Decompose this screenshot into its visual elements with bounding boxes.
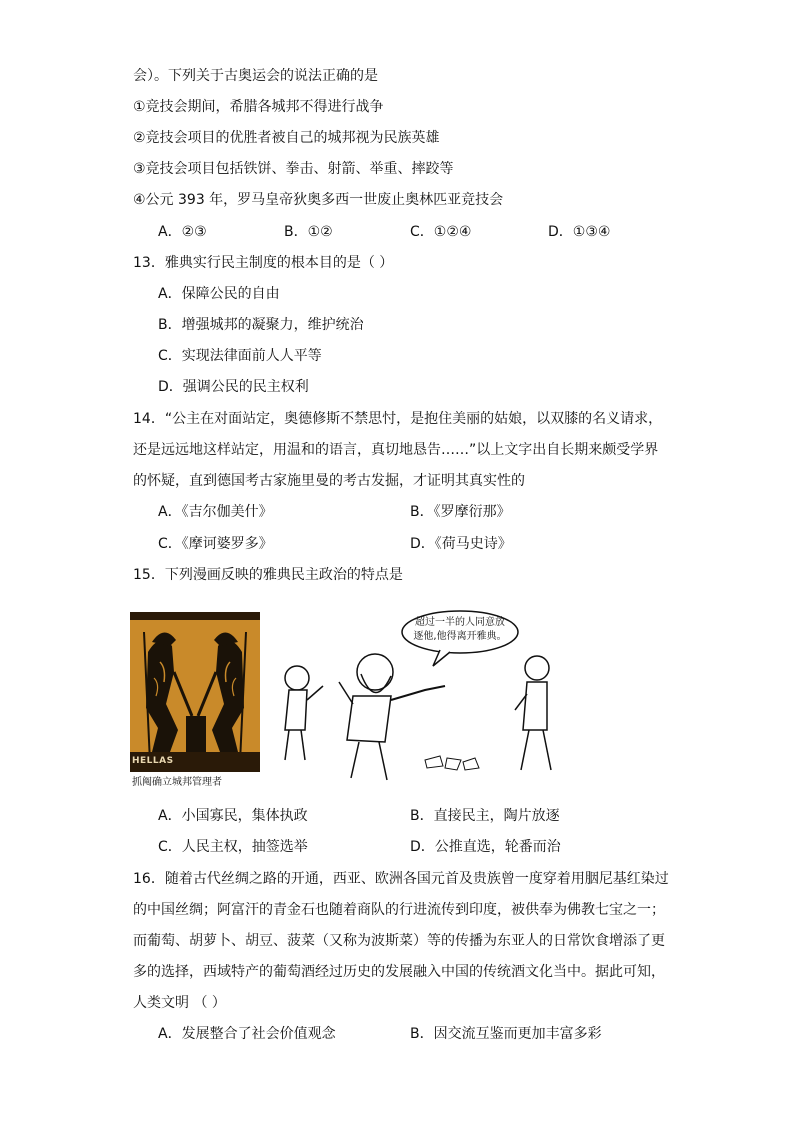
q14-stem-line-1: 14．“公主在对面站定，奥德修斯不禁思忖，是抱住美丽的姑娘，以双膝的名义请求，	[133, 411, 663, 427]
q12-statement-2: ②竞技会项目的优胜者被自己的城邦视为民族英雄	[133, 130, 440, 146]
q14-stem-line-2: 还是远远地这样站定，用温和的语言，真切地恳告……”以上文字出自长期来颇受学界	[133, 442, 659, 458]
q14-option-d[interactable]: D．《荷马史诗》	[410, 536, 512, 552]
speech-bubble-line-1: 超过一半的人同意放	[415, 617, 505, 628]
q12-statement-3: ③竞技会项目包括铁饼、拳击、射箭、举重、摔跤等	[133, 161, 454, 177]
q12-statement-1: ①竞技会期间，希腊各城邦不得进行战争	[133, 99, 384, 115]
q15-figure	[130, 610, 570, 795]
q16-stem-line-5: 人类文明 （ ）	[133, 995, 226, 1011]
q15-option-a[interactable]: A．小国寡民，集体执政	[158, 808, 308, 824]
q14-option-a[interactable]: A．《吉尔伽美什》	[158, 504, 273, 520]
q12-option-d[interactable]: D．①③④	[548, 224, 611, 240]
q12-option-c[interactable]: C．①②④	[410, 224, 472, 240]
q14-stem-line-3: 的怀疑，直到德国考古家施里曼的考古发掘，才证明其真实性的	[133, 473, 525, 489]
speech-bubble-line-2: 逐他,他得离开雅典。	[413, 631, 507, 642]
q13-option-d[interactable]: D．强调公民的民主权利	[158, 379, 309, 395]
q13-stem: 13．雅典实行民主制度的根本目的是（ ）	[133, 255, 394, 271]
vase-label: HELLAS	[132, 756, 174, 766]
q16-stem-line-2: 的中国丝绸；阿富汗的青金石也随着商队的行进流传到印度，被供奉为佛教七宝之一；	[133, 902, 665, 918]
q12-stem-tail: 会）。下列关于古奥运会的说法正确的是	[133, 68, 378, 84]
vase-caption: 抓阄确立城邦管理者	[132, 777, 222, 788]
q16-option-a[interactable]: A．发展整合了社会价值观念	[158, 1026, 336, 1042]
q15-option-d[interactable]: D．公推直选，轮番而治	[410, 839, 561, 855]
ostracism-cartoon	[275, 610, 570, 795]
q12-option-a[interactable]: A．②③	[158, 224, 207, 240]
q14-option-c[interactable]: C．《摩诃婆罗多》	[158, 536, 273, 552]
q14-option-b[interactable]: B．《罗摩衍那》	[410, 504, 511, 520]
q16-stem-line-4: 多的选择，西域特产的葡萄酒经过历史的发展融入中国的传统酒文化当中。据此可知，	[133, 964, 665, 980]
q16-stem-line-1: 16．随着古代丝绸之路的开通，西亚、欧洲各国元首及贵族曾一度穿着用胭尼基红染过	[133, 871, 669, 887]
q16-option-b[interactable]: B．因交流互鉴而更加丰富多彩	[410, 1026, 602, 1042]
q12-option-b[interactable]: B．①②	[284, 224, 333, 240]
q15-option-b[interactable]: B．直接民主，陶片放逐	[410, 808, 560, 824]
q15-option-c[interactable]: C．人民主权，抽签选举	[158, 839, 308, 855]
q13-option-a[interactable]: A．保障公民的自由	[158, 286, 280, 302]
q15-stem: 15．下列漫画反映的雅典民主政治的特点是	[133, 567, 403, 583]
q13-option-c[interactable]: C．实现法律面前人人平等	[158, 348, 322, 364]
q12-statement-4: ④公元 393 年，罗马皇帝狄奥多西一世废止奥林匹亚竞技会	[133, 192, 504, 208]
q13-option-b[interactable]: B．增强城邦的凝聚力，维护统治	[158, 317, 364, 333]
greek-vase-illustration	[130, 612, 260, 772]
vase-painting-icon	[130, 612, 260, 772]
q16-stem-line-3: 而葡萄、胡萝卜、胡豆、菠菜（又称为波斯菜）等的传播为东亚人的日常饮食增添了更	[133, 933, 665, 949]
